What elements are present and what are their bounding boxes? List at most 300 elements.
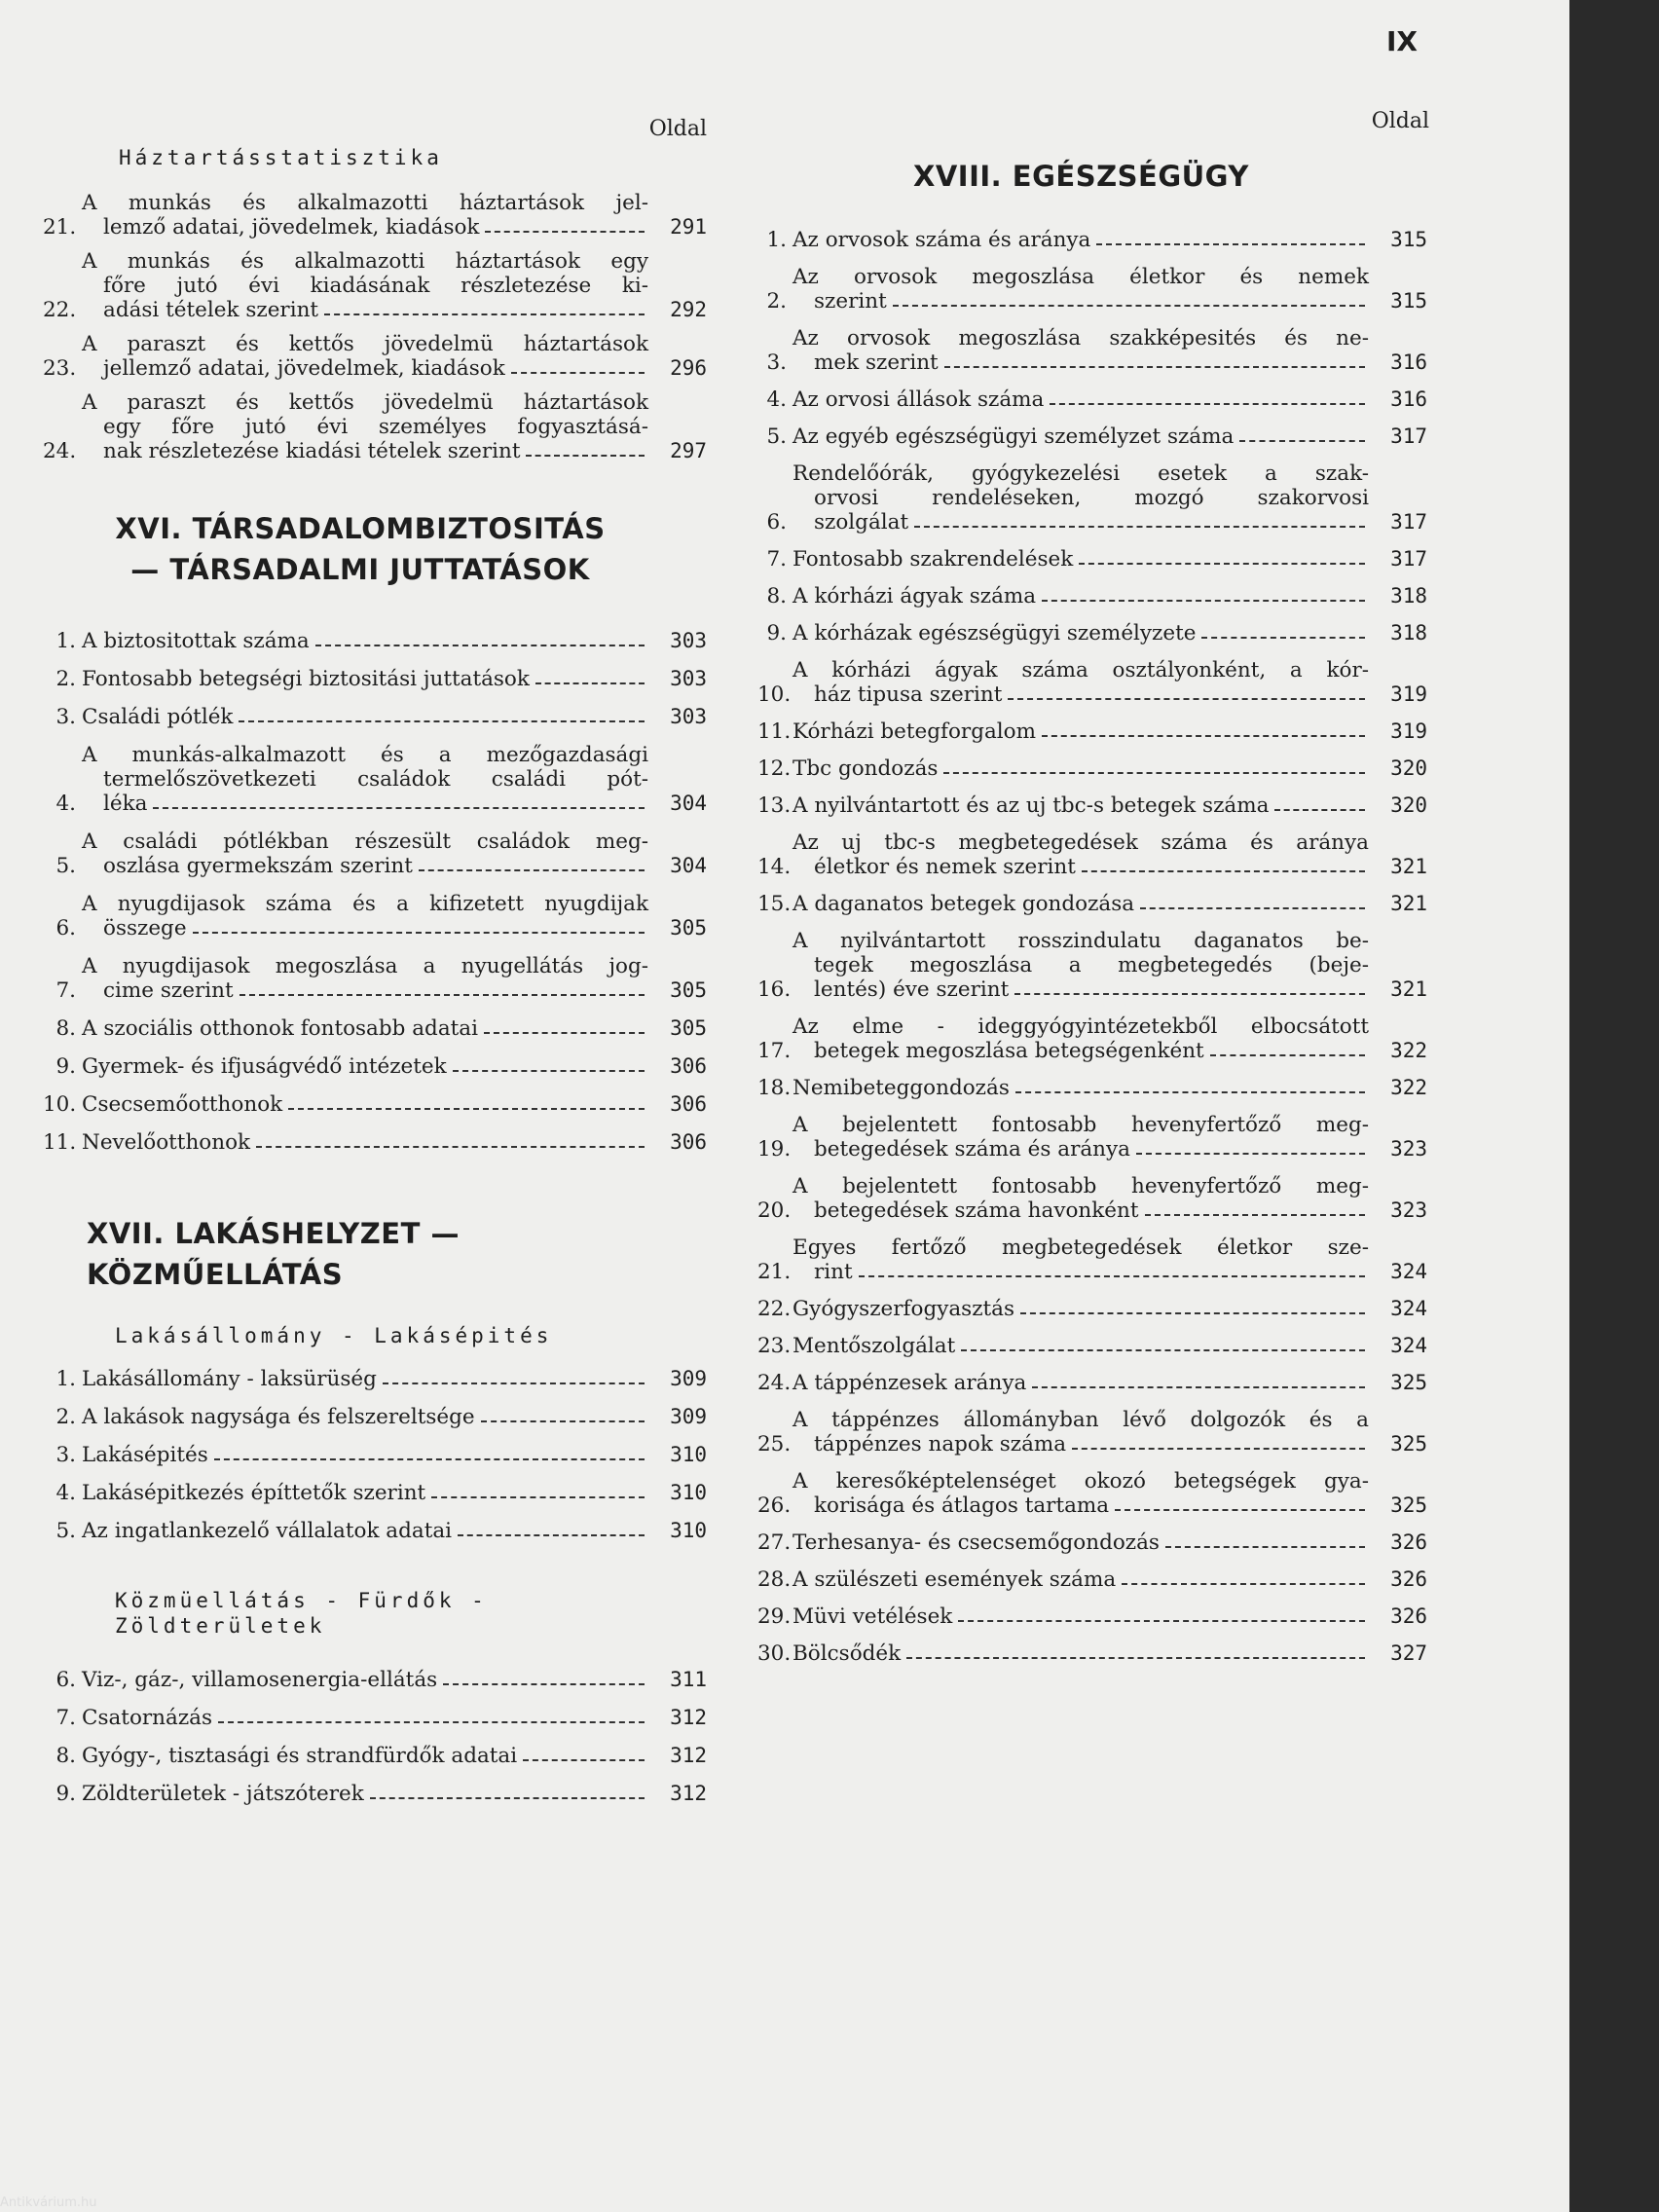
toc-entry-number: 11.	[757, 719, 792, 744]
toc-entry-number: 9.	[55, 1782, 76, 1806]
oldal-header-right: Oldal	[1371, 109, 1429, 133]
toc-entry	[757, 1334, 1427, 1358]
toc-entry-title	[82, 1405, 648, 1429]
toc-entry-page: 324	[1390, 1334, 1427, 1357]
toc-entry-page: 325	[1390, 1432, 1427, 1456]
toc-entry-title	[793, 461, 1369, 535]
toc-entry-page: 312	[670, 1706, 707, 1729]
toc-entry-page: 320	[1390, 793, 1427, 817]
toc-entry-page: 317	[1390, 510, 1427, 534]
toc-entry-number: 1.	[55, 1367, 76, 1391]
toc-entry-number: 5.	[55, 1519, 76, 1543]
leader-dashes	[1140, 907, 1365, 909]
toc-entry-title-line: Viz-, gáz-, villamosenergia-ellátás	[82, 1668, 648, 1692]
toc-entry-number: 9.	[55, 1054, 76, 1079]
leader-dashes	[1136, 1153, 1365, 1155]
toc-entry-title-line: Az orvosok megoszlása életkor és nemek	[793, 265, 1369, 289]
toc-entry-title	[793, 1297, 1369, 1321]
toc-entry-title-line: nak részletezése kiadási tételek szerint	[82, 439, 648, 463]
leader-dashes	[240, 994, 645, 996]
toc-entry-title-line: jellemző adatai, jövedelmek, kiadások	[82, 356, 648, 381]
toc-entry-title-line: A nyugdijasok megoszlása a nyugellátás jog-	[82, 954, 648, 978]
toc-entry	[43, 1130, 707, 1155]
toc-entry-page: 321	[1390, 892, 1427, 915]
leader-dashes	[431, 1496, 645, 1498]
toc-entry-number: 24.	[757, 1371, 792, 1395]
toc-entry-page: 325	[1390, 1371, 1427, 1394]
toc-entry-title	[82, 954, 648, 1003]
toc-entry-number: 6.	[55, 916, 76, 940]
toc-entry-title-line: Családi pótlék	[82, 705, 648, 729]
toc-entry-page: 321	[1390, 855, 1427, 878]
toc-entry-number: 21.	[757, 1260, 792, 1284]
toc-entry-title	[82, 1054, 648, 1079]
watermark: Antikvárium.hu	[0, 2195, 97, 2210]
toc-entry-title-line: Mentőszolgálat	[793, 1334, 1369, 1358]
toc-entry-number: 4.	[55, 792, 76, 816]
toc-entry	[757, 793, 1427, 818]
toc-entry-title-line: A táppénzes állományban lévő dolgozók és a	[793, 1408, 1369, 1432]
toc-entry-title	[793, 1469, 1369, 1518]
household-list	[43, 191, 707, 463]
toc-entry-page: 326	[1390, 1604, 1427, 1628]
toc-entry	[757, 1113, 1427, 1161]
toc-entry-page: 312	[670, 1744, 707, 1767]
toc-entry-title-line: Gyógyszerfogyasztás	[793, 1297, 1369, 1321]
toc-entry	[757, 424, 1427, 449]
toc-entry-title	[793, 584, 1369, 608]
leader-dashes	[859, 1275, 1365, 1277]
toc-entry-page: 296	[670, 356, 707, 380]
toc-entry-title	[82, 191, 648, 240]
toc-entry-number: 27.	[757, 1530, 792, 1555]
leader-dashes	[1201, 637, 1365, 639]
toc-entry-number: 3.	[55, 705, 76, 729]
toc-entry-title-line: orvosi rendeléseken, mozgó szakorvosi	[814, 486, 1369, 510]
toc-entry-page: 323	[1390, 1198, 1427, 1222]
toc-entry-title-line: A daganatos betegek gondozása	[793, 892, 1369, 916]
toc-entry-page: 316	[1390, 387, 1427, 411]
toc-entry-number: 20.	[757, 1198, 792, 1223]
toc-entry-title-line: A kórházi ágyak száma	[793, 584, 1369, 608]
leader-dashes	[153, 807, 645, 809]
toc-entry-title-line: Gyermek- és ifjuságvédő intézetek	[82, 1054, 648, 1079]
toc-entry-page: 309	[670, 1367, 707, 1390]
toc-entry-number: 7.	[55, 1706, 76, 1730]
section-17-title: XVII. LAKÁSHELYZET — KÖZMŰELLÁTÁS	[87, 1217, 460, 1291]
toc-entry-title-line: Zöldterületek - játszóterek	[82, 1782, 648, 1806]
toc-entry-title-line: főre jutó évi kiadásának részletezése ki-	[103, 274, 648, 298]
leader-dashes	[1165, 1546, 1365, 1548]
toc-entry	[43, 332, 707, 381]
toc-entry-title	[793, 1113, 1369, 1161]
leader-dashes	[1014, 993, 1365, 995]
toc-entry-title	[82, 1744, 648, 1768]
toc-entry-title-line: Lakásépitkezés építtetők szerint	[82, 1481, 648, 1505]
toc-entry	[757, 1530, 1427, 1555]
utility-heading-line1: Közmüellátás - Fürdők -	[115, 1589, 488, 1612]
leader-dashes	[1239, 440, 1365, 442]
toc-entry-number: 18.	[757, 1076, 792, 1100]
toc-entry-title	[793, 1076, 1369, 1100]
leader-dashes	[914, 526, 1365, 528]
toc-entry	[43, 954, 707, 1003]
leader-dashes	[1115, 1509, 1365, 1511]
leader-dashes	[1145, 1214, 1365, 1216]
toc-entry-page: 306	[670, 1130, 707, 1154]
toc-entry-title-line: A kórházi ágyak száma osztályonként, a kór-	[793, 658, 1369, 682]
leader-dashes	[193, 932, 645, 934]
toc-entry	[43, 705, 707, 729]
toc-entry	[43, 1744, 707, 1768]
toc-entry	[757, 461, 1427, 535]
toc-entry-number: 1.	[55, 629, 76, 653]
toc-entry-title-line: Kórházi betegforgalom	[793, 719, 1369, 744]
toc-entry-title-line: betegedések száma és aránya	[793, 1137, 1369, 1161]
toc-entry-title	[793, 1334, 1369, 1358]
toc-entry-number: 23.	[43, 356, 77, 381]
toc-entry	[757, 1408, 1427, 1456]
toc-entry-number: 26.	[757, 1493, 792, 1518]
toc-entry-title-line: A paraszt és kettős jövedelmü háztartások	[82, 390, 648, 415]
toc-entry-title-line: A táppénzesek aránya	[793, 1371, 1369, 1395]
toc-entry	[43, 1481, 707, 1505]
toc-entry-title-line: ház tipusa szerint	[793, 682, 1369, 707]
toc-entry-page: 310	[670, 1519, 707, 1542]
toc-entry-title-line: korisága és átlagos tartama	[793, 1493, 1369, 1518]
toc-entry-title-line: Az orvosok megoszlása szakképesités és ne-	[793, 326, 1369, 350]
toc-entry-page: 306	[670, 1092, 707, 1116]
toc-entry	[757, 547, 1427, 571]
toc-entry-title	[82, 1092, 648, 1117]
section-18-title: XVIII. EGÉSZSÉGÜGY	[913, 160, 1249, 193]
toc-entry-title	[793, 830, 1369, 879]
toc-entry-page: 315	[1390, 289, 1427, 313]
toc-entry-number: 15.	[757, 892, 792, 916]
toc-entry-title-line: A bejelentett fontosabb hevenyfertőző meg-	[793, 1174, 1369, 1198]
toc-entry	[43, 1706, 707, 1730]
right-column	[757, 109, 1429, 1678]
toc-entry	[757, 1174, 1427, 1223]
toc-entry	[757, 387, 1427, 412]
leader-dashes	[1042, 735, 1365, 737]
toc-entry-number: 4.	[55, 1481, 76, 1505]
toc-entry-page: 324	[1390, 1297, 1427, 1320]
toc-entry-title	[82, 1016, 648, 1041]
toc-entry-title-line: tegek megoszlása a megbetegedés (beje-	[814, 953, 1369, 977]
toc-entry-number: 14.	[757, 855, 792, 879]
leader-dashes	[1032, 1386, 1365, 1388]
toc-entry-number: 2.	[55, 1405, 76, 1429]
toc-entry-title-line: egy főre jutó évi személyes fogyasztásá-	[103, 415, 648, 439]
leader-dashes	[944, 366, 1365, 368]
toc-entry-title	[793, 387, 1369, 412]
toc-entry-title-line: Az ingatlankezelő vállalatok adatai	[82, 1519, 648, 1543]
toc-entry-title	[793, 658, 1369, 707]
toc-entry-page: 322	[1390, 1039, 1427, 1062]
toc-entry-title-line: termelőszövetkezeti családok családi pót-	[103, 767, 648, 792]
toc-entry	[757, 719, 1427, 744]
leader-dashes	[961, 1349, 1365, 1351]
toc-entry	[43, 830, 707, 878]
toc-entry-title	[82, 1668, 648, 1692]
toc-entry-number: 12.	[757, 756, 792, 781]
leader-dashes	[1274, 809, 1365, 811]
toc-entry-number: 1.	[766, 228, 787, 252]
toc-entry-title-line: A kórházak egészségügyi személyzete	[793, 621, 1369, 645]
toc-entry-page: 292	[670, 298, 707, 321]
left-column	[43, 117, 707, 1820]
toc-entry-title-line: A munkás és alkalmazotti háztartások egy	[82, 249, 648, 274]
toc-entry-page: 324	[1390, 1260, 1427, 1283]
utility-list	[43, 1668, 707, 1806]
toc-entry	[43, 1054, 707, 1079]
leader-dashes	[324, 313, 645, 315]
toc-entry-title-line: Az orvosi állások száma	[793, 387, 1369, 412]
section-16-title-line1: XVI. TÁRSADALOMBIZTOSITÁS	[115, 512, 606, 545]
leader-dashes	[1072, 1448, 1365, 1450]
leader-dashes	[906, 1657, 1365, 1659]
toc-entry-page: 304	[670, 792, 707, 815]
leader-dashes	[383, 1382, 645, 1384]
toc-entry-title-line: Lakásállomány - laksürüség	[82, 1367, 648, 1391]
toc-entry	[757, 929, 1427, 1002]
toc-entry	[757, 1014, 1427, 1063]
toc-entry-number: 7.	[55, 978, 76, 1003]
toc-entry-title	[793, 1371, 1369, 1395]
toc-entry-number: 28.	[757, 1567, 792, 1592]
toc-entry-page: 303	[670, 705, 707, 728]
toc-entry-page: 320	[1390, 756, 1427, 780]
toc-entry-number: 3.	[766, 350, 787, 375]
toc-entry-number: 6.	[766, 510, 787, 535]
toc-entry-page: 305	[670, 916, 707, 940]
toc-entry-title	[793, 1567, 1369, 1592]
toc-entry-title	[793, 1604, 1369, 1629]
toc-entry	[43, 1092, 707, 1117]
toc-entry-page: 303	[670, 667, 707, 690]
leader-dashes	[256, 1146, 645, 1148]
toc-entry-title	[793, 719, 1369, 744]
toc-entry-title	[793, 1530, 1369, 1555]
toc-entry	[757, 1641, 1427, 1666]
toc-entry-title	[793, 1408, 1369, 1456]
toc-entry-number: 11.	[43, 1130, 77, 1155]
toc-entry	[43, 1367, 707, 1391]
toc-entry-title-line: Terhesanya- és csecsemőgondozás	[793, 1530, 1369, 1555]
toc-entry-number: 8.	[766, 584, 787, 608]
toc-entry-title	[82, 390, 648, 463]
toc-entry-page: 317	[1390, 424, 1427, 448]
toc-entry-page: 316	[1390, 350, 1427, 374]
toc-entry-title	[793, 929, 1369, 1002]
toc-entry-number: 29.	[757, 1604, 792, 1629]
toc-entry-page: 319	[1390, 682, 1427, 706]
leader-dashes	[239, 720, 645, 722]
toc-entry-number: 24.	[43, 439, 77, 463]
toc-entry-page: 321	[1390, 977, 1427, 1001]
toc-entry	[757, 1567, 1427, 1592]
leader-dashes	[288, 1108, 645, 1110]
toc-entry-title-line: Az orvosok száma és aránya	[793, 228, 1369, 252]
toc-entry-page: 322	[1390, 1076, 1427, 1099]
toc-entry-title	[82, 1519, 648, 1543]
toc-entry-title	[82, 249, 648, 322]
toc-entry-page: 319	[1390, 719, 1427, 743]
leader-dashes	[458, 1534, 645, 1536]
toc-entry-title-line: összege	[82, 916, 648, 940]
toc-entry-number: 8.	[55, 1016, 76, 1041]
toc-entry	[757, 1076, 1427, 1100]
toc-entry-title	[82, 1782, 648, 1806]
toc-entry-number: 10.	[43, 1092, 77, 1117]
toc-entry-title-line: Rendelőórák, gyógykezelési esetek a szak-	[793, 461, 1369, 486]
toc-entry-number: 13.	[757, 793, 792, 818]
toc-entry-title	[82, 705, 648, 729]
toc-entry	[757, 265, 1427, 313]
toc-entry-number: 19.	[757, 1137, 792, 1161]
toc-entry-number: 8.	[55, 1744, 76, 1768]
toc-entry	[43, 1016, 707, 1041]
toc-entry-page: 315	[1390, 228, 1427, 251]
toc-entry	[43, 191, 707, 240]
leader-dashes	[214, 1458, 645, 1460]
toc-entry-number: 17.	[757, 1039, 792, 1063]
toc-entry-title-line: A munkás-alkalmazott és a mezőgazdasági	[82, 743, 648, 767]
toc-entry-title-line: Fontosabb betegségi biztositási juttatások	[82, 667, 648, 691]
toc-entry-title	[793, 1235, 1369, 1284]
leader-dashes	[1079, 563, 1365, 565]
toc-entry-title-line: szolgálat	[793, 510, 1369, 535]
utility-heading-line2: Zöldterületek	[115, 1614, 326, 1638]
toc-entry-title-line: A keresőképtelenséget okozó betegségek gya-	[793, 1469, 1369, 1493]
toc-entry-page: 325	[1390, 1493, 1427, 1517]
toc-entry-title-line: oszlása gyermekszám szerint	[82, 854, 648, 878]
toc-entry-title-line: Az uj tbc-s megbetegedések száma és aránya	[793, 830, 1369, 855]
toc-entry-title-line: A nyilvántartott és az uj tbc-s betegek száma	[793, 793, 1369, 818]
toc-entry	[43, 1519, 707, 1543]
toc-entry-title	[793, 228, 1369, 252]
toc-entry-page: 317	[1390, 547, 1427, 571]
toc-entry	[757, 1604, 1427, 1629]
household-heading: Háztartásstatisztika	[119, 146, 443, 169]
toc-entry-title-line: életkor és nemek szerint	[793, 855, 1369, 879]
toc-entry	[43, 1443, 707, 1467]
toc-entry-title	[82, 892, 648, 940]
toc-entry	[757, 658, 1427, 707]
toc-entry-title-line: lemző adatai, jövedelmek, kiadások	[82, 215, 648, 240]
toc-entry-title	[82, 667, 648, 691]
toc-entry	[43, 892, 707, 940]
toc-entry	[43, 390, 707, 463]
toc-entry-title	[82, 1130, 648, 1155]
toc-entry	[43, 1668, 707, 1692]
leader-dashes	[943, 772, 1365, 774]
toc-entry-title-line: A nyilvántartott rosszindulatu daganatos be-	[793, 929, 1369, 953]
toc-entry-title-line: mek szerint	[793, 350, 1369, 375]
toc-entry-number: 30.	[757, 1641, 792, 1666]
leader-dashes	[315, 645, 645, 646]
toc-entry-title-line: A biztositottak száma	[82, 629, 648, 653]
toc-entry-number: 2.	[766, 289, 787, 313]
toc-entry-number: 7.	[766, 547, 787, 571]
leader-dashes	[523, 1759, 645, 1761]
toc-entry-title-line: Csatornázás	[82, 1706, 648, 1730]
leader-dashes	[1042, 600, 1365, 602]
toc-entry-title-line: A nyugdijasok száma és a kifizetett nyugdijak	[82, 892, 648, 916]
toc-entry-page: 310	[670, 1481, 707, 1504]
toc-entry-number: 4.	[766, 387, 787, 412]
toc-entry-title	[793, 547, 1369, 571]
toc-entry-title	[793, 1174, 1369, 1223]
toc-entry-title	[793, 892, 1369, 916]
toc-entry-title-line: rint	[793, 1260, 1369, 1284]
toc-entry-page: 323	[1390, 1137, 1427, 1161]
toc-entry-title-line: Az egyéb egészségügyi személyzet száma	[793, 424, 1369, 449]
toc-entry-number: 5.	[766, 424, 787, 449]
toc-entry	[43, 249, 707, 322]
toc-entry-title-line: Fontosabb szakrendelések	[793, 547, 1369, 571]
section-16-title-line2: — TÁRSADALMI JUTTATÁSOK	[130, 553, 590, 586]
leader-dashes	[893, 305, 1365, 307]
toc-entry-number: 9.	[766, 621, 787, 645]
leader-dashes	[485, 231, 645, 233]
toc-entry-title-line: betegek megoszlása betegségenként	[793, 1039, 1369, 1063]
toc-entry-title	[82, 1443, 648, 1467]
toc-entry	[757, 228, 1427, 252]
toc-entry-number: 5.	[55, 854, 76, 878]
toc-entry-title	[793, 1641, 1369, 1666]
housing-list	[43, 1367, 707, 1543]
toc-entry	[757, 1235, 1427, 1284]
toc-entry	[43, 667, 707, 691]
toc-entry-number: 21.	[43, 215, 77, 240]
toc-entry	[43, 743, 707, 816]
leader-dashes	[481, 1420, 645, 1422]
toc-entry-page: 327	[1390, 1641, 1427, 1665]
toc-entry	[757, 584, 1427, 608]
toc-entry-title-line: táppénzes napok száma	[793, 1432, 1369, 1456]
toc-entry-page: 303	[670, 629, 707, 652]
health-list	[757, 228, 1427, 1666]
toc-entry-page: 318	[1390, 621, 1427, 645]
leader-dashes	[484, 1032, 645, 1034]
toc-entry-number: 23.	[757, 1334, 792, 1358]
toc-entry-number: 10.	[757, 682, 792, 707]
toc-entry	[757, 892, 1427, 916]
toc-entry-title-line: Tbc gondozás	[793, 756, 1369, 781]
toc-entry	[757, 621, 1427, 645]
section-16-title	[14, 508, 707, 590]
leader-dashes	[443, 1683, 645, 1685]
toc-entry-title-line: A lakások nagysága és felszereltsége	[82, 1405, 648, 1429]
leader-dashes	[511, 372, 645, 374]
oldal-header-left: Oldal	[648, 117, 707, 141]
toc-entry-title	[82, 332, 648, 381]
leader-dashes	[1096, 243, 1365, 245]
leader-dashes	[526, 455, 645, 457]
page-number: IX	[1386, 25, 1419, 57]
toc-entry-title	[82, 1367, 648, 1391]
toc-entry-title-line: adási tételek szerint	[82, 298, 648, 322]
toc-entry-page: 326	[1390, 1567, 1427, 1591]
toc-entry-title-line: A szociális otthonok fontosabb adatai	[82, 1016, 648, 1041]
toc-entry-page: 312	[670, 1782, 707, 1805]
toc-entry-title-line: Az elme - ideggyógyintézetekből elbocsátott	[793, 1014, 1369, 1039]
toc-entry	[757, 1469, 1427, 1518]
toc-entry-title	[82, 830, 648, 878]
toc-entry-number: 22.	[757, 1297, 792, 1321]
